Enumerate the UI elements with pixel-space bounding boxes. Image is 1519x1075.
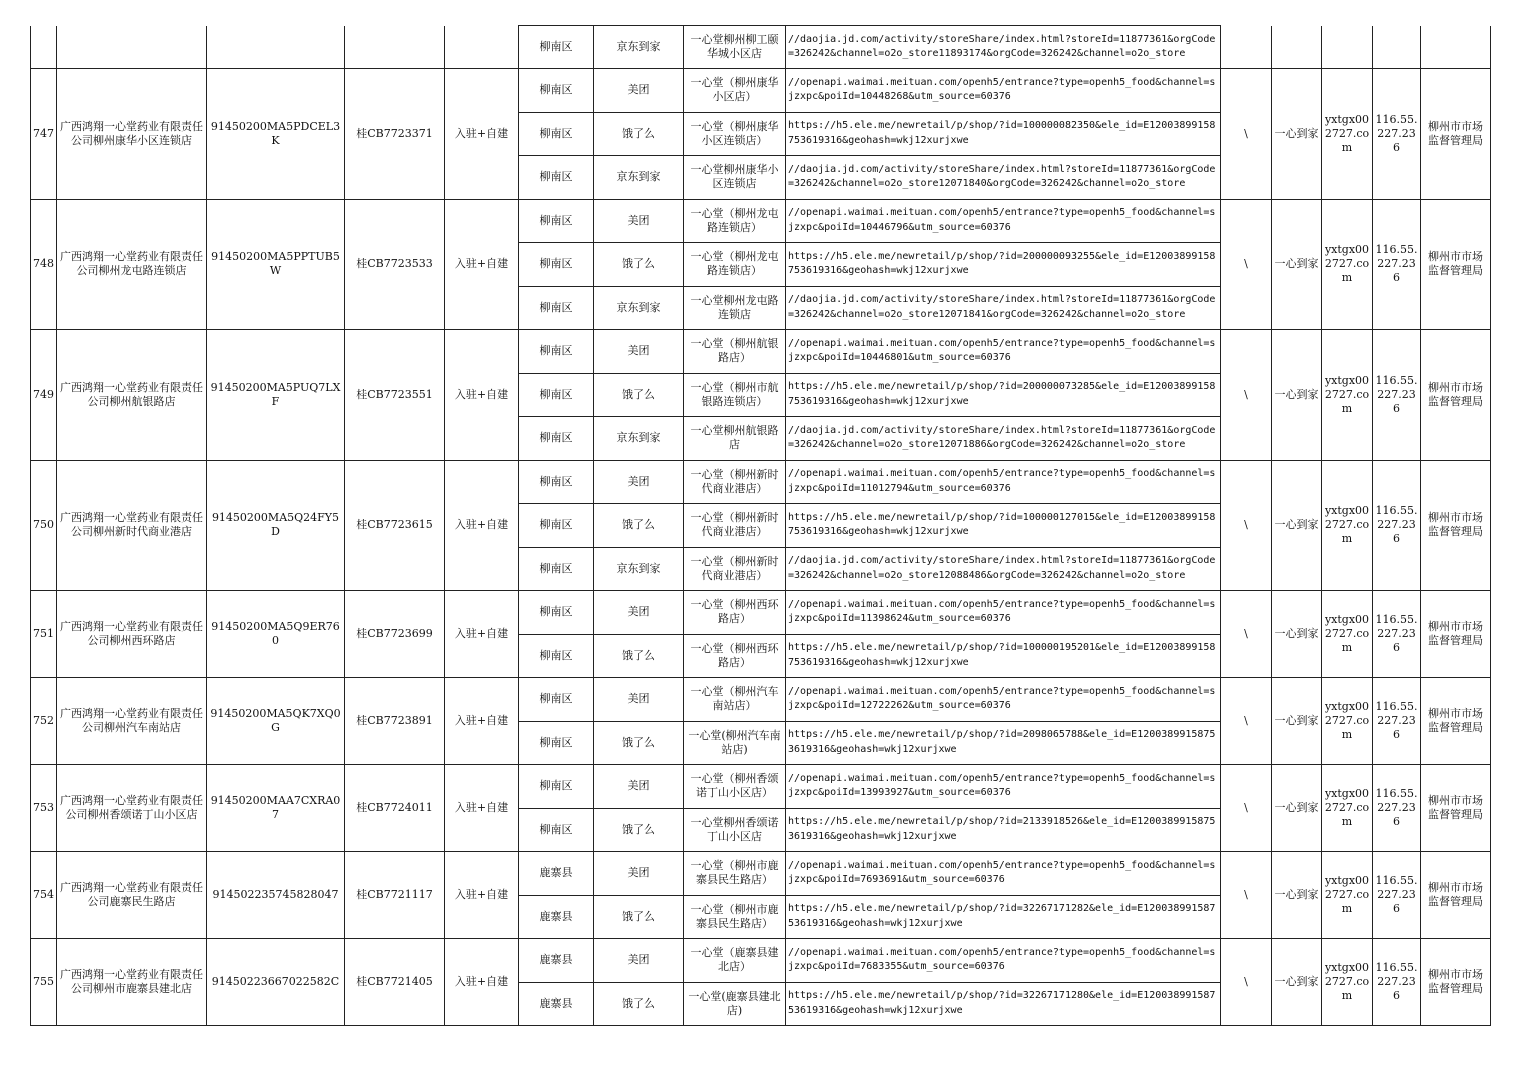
domain-cell: yxtgx002727.com [1322, 199, 1373, 330]
store-name-cell: 一心堂（柳州康华小区店） [684, 69, 786, 113]
app-name: 一心到家 [1272, 939, 1322, 1026]
blank-mark: \ [1221, 939, 1272, 1026]
blank-mark: \ [1221, 591, 1272, 678]
store-url-cell[interactable]: //openapi.waimai.meituan.com/openh5/entrance?type=openh5_food&channel=sjzxpc&poiId=10448268&utm_source=60376 [786, 69, 1221, 113]
app-name: 一心到家 [1272, 765, 1322, 852]
ip-cell: 116.55.227.236 [1373, 199, 1421, 330]
operation-mode: 入驻+自建 [445, 765, 519, 852]
ip-cell: 116.55.227.236 [1373, 330, 1421, 461]
company-name: 广西鸿翔一心堂药业有限责任公司柳州市鹿寨县建北店 [57, 939, 207, 1026]
operation-mode: 入驻+自建 [445, 199, 519, 330]
district-cell: 柳南区 [519, 678, 594, 722]
license-number: 桂CB7723699 [345, 591, 445, 678]
authority-cell: 柳州市市场监督管理局 [1421, 678, 1491, 765]
domain-cell: yxtgx002727.com [1322, 939, 1373, 1026]
blank-mark: \ [1221, 678, 1272, 765]
district-cell: 柳南区 [519, 591, 594, 635]
platform-cell: 美团 [594, 69, 684, 113]
store-name-cell: 一心堂（柳州龙屯路连锁店） [684, 199, 786, 243]
authority-cell: 柳州市市场监督管理局 [1421, 199, 1491, 330]
ip-cell: 116.55.227.236 [1373, 765, 1421, 852]
district-cell: 鹿寨县 [519, 982, 594, 1026]
store-url-cell[interactable]: //openapi.waimai.meituan.com/openh5/entrance?type=openh5_food&channel=sjzxpc&poiId=11012794&utm_source=60376 [786, 460, 1221, 504]
store-url-cell[interactable]: https://h5.ele.me/newretail/p/shop/?id=32267171280&ele_id=E12003899158753619316&geohash=wkj12xurjxwe [786, 982, 1221, 1026]
platform-cell: 饿了么 [594, 634, 684, 678]
store-url-cell[interactable]: https://h5.ele.me/newretail/p/shop/?id=2133918526&ele_id=E12003899158753619316&geohash=wkj12xurjxwe [786, 808, 1221, 852]
license-number: 桂CB7723371 [345, 69, 445, 200]
ip-cell: 116.55.227.236 [1373, 939, 1421, 1026]
store-name-cell: 一心堂柳州康华小区连锁店 [684, 156, 786, 200]
platform-cell: 美团 [594, 330, 684, 374]
table-row [31, 678, 1491, 722]
district-cell: 柳南区 [519, 547, 594, 591]
district-cell: 柳南区 [519, 634, 594, 678]
platform-cell: 饿了么 [594, 895, 684, 939]
record-number: 751 [31, 591, 57, 678]
district-cell: 柳南区 [519, 286, 594, 330]
credit-code: 91450200MA5Q24FY5D [207, 460, 345, 591]
store-name-cell: 一心堂（鹿寨县建北店） [684, 939, 786, 983]
app-name: 一心到家 [1272, 591, 1322, 678]
record-number: 747 [31, 69, 57, 200]
company-name: 广西鸿翔一心堂药业有限责任公司柳州航银路店 [57, 330, 207, 461]
district-cell: 柳南区 [519, 417, 594, 461]
platform-cell: 饿了么 [594, 808, 684, 852]
platform-cell: 京东到家 [594, 547, 684, 591]
store-name-cell: 一心堂(柳州汽车南站店) [684, 721, 786, 765]
store-url-cell[interactable]: https://h5.ele.me/newretail/p/shop/?id=100000195201&ele_id=E12003899158753619316&geohash=wkj12xurjxwe [786, 634, 1221, 678]
credit-code: 91450200MA5QK7XQ0G [207, 678, 345, 765]
store-url-cell[interactable]: //daojia.jd.com/activity/storeShare/index.html?storeId=11877361&orgCode=326242&channel=o2o_store12088486&orgCode=326242&channel=o2o_store [786, 547, 1221, 591]
record-number: 749 [31, 330, 57, 461]
blank-mark: \ [1221, 460, 1272, 591]
store-url-cell[interactable]: https://h5.ele.me/newretail/p/shop/?id=32267171282&ele_id=E12003899158753619316&geohash=wkj12xurjxwe [786, 895, 1221, 939]
license-number: 桂CB7721117 [345, 852, 445, 939]
operation-mode: 入驻+自建 [445, 678, 519, 765]
store-name-cell: 一心堂（柳州香颂诺丁山小区店） [684, 765, 786, 809]
ip-cell: 116.55.227.236 [1373, 460, 1421, 591]
blank-mark: \ [1221, 199, 1272, 330]
platform-cell: 美团 [594, 460, 684, 504]
credit-code: 91450200MA5Q9ER760 [207, 591, 345, 678]
authority-cell: 柳州市市场监督管理局 [1421, 330, 1491, 461]
platform-cell: 美团 [594, 939, 684, 983]
store-url-cell[interactable]: //openapi.waimai.meituan.com/openh5/entrance?type=openh5_food&channel=sjzxpc&poiId=11398624&utm_source=60376 [786, 591, 1221, 635]
district-cell: 柳南区 [519, 69, 594, 113]
record-number: 754 [31, 852, 57, 939]
app-name: 一心到家 [1272, 330, 1322, 461]
store-name-cell: 一心堂（柳州市鹿寨县民生路店） [684, 895, 786, 939]
company-name: 广西鸿翔一心堂药业有限责任公司鹿寨民生路店 [57, 852, 207, 939]
registry-sheet [30, 25, 1491, 1026]
store-name-cell: 一心堂柳州柳工颐华城小区店 [684, 26, 786, 69]
app-name: 一心到家 [1272, 199, 1322, 330]
company-name: 广西鸿翔一心堂药业有限责任公司柳州龙屯路连锁店 [57, 199, 207, 330]
authority-cell: 柳州市市场监督管理局 [1421, 591, 1491, 678]
store-name-cell: 一心堂柳州香颂诺丁山小区店 [684, 808, 786, 852]
platform-cell: 饿了么 [594, 373, 684, 417]
ip-cell: 116.55.227.236 [1373, 591, 1421, 678]
district-cell: 柳南区 [519, 156, 594, 200]
company-name: 广西鸿翔一心堂药业有限责任公司柳州新时代商业港店 [57, 460, 207, 591]
district-cell: 柳南区 [519, 504, 594, 548]
domain-cell: yxtgx002727.com [1322, 852, 1373, 939]
table-row [31, 852, 1491, 896]
store-url-cell[interactable]: //openapi.waimai.meituan.com/openh5/entrance?type=openh5_food&channel=sjzxpc&poiId=7683355&utm_source=60376 [786, 939, 1221, 983]
license-number: 桂CB7723533 [345, 199, 445, 330]
store-name-cell: 一心堂柳州龙屯路连锁店 [684, 286, 786, 330]
blank-mark: \ [1221, 852, 1272, 939]
record-number: 748 [31, 199, 57, 330]
registry-table [30, 25, 1491, 1026]
district-cell: 柳南区 [519, 373, 594, 417]
operation-mode: 入驻+自建 [445, 852, 519, 939]
authority-cell: 柳州市市场监督管理局 [1421, 939, 1491, 1026]
platform-cell: 饿了么 [594, 112, 684, 156]
store-url-cell[interactable]: https://h5.ele.me/newretail/p/shop/?id=2098065788&ele_id=E12003899158753619316&geohash=wkj12xurjxwe [786, 721, 1221, 765]
store-name-cell: 一心堂（柳州航银路店） [684, 330, 786, 374]
store-name-cell: 一心堂（柳州龙屯路连锁店） [684, 243, 786, 287]
platform-cell: 饿了么 [594, 982, 684, 1026]
authority-cell: 柳州市市场监督管理局 [1421, 69, 1491, 200]
domain-cell: yxtgx002727.com [1322, 678, 1373, 765]
platform-cell: 美团 [594, 852, 684, 896]
store-name-cell: 一心堂（柳州新时代商业港店） [684, 460, 786, 504]
operation-mode: 入驻+自建 [445, 591, 519, 678]
district-cell: 柳南区 [519, 765, 594, 809]
store-name-cell: 一心堂柳州航银路店 [684, 417, 786, 461]
district-cell: 柳南区 [519, 460, 594, 504]
store-url-cell[interactable]: //daojia.jd.com/activity/storeShare/index.html?storeId=11877361&orgCode=326242&channel=o2o_store12071840&orgCode=326242&channel=o2o_store [786, 156, 1221, 200]
platform-cell: 京东到家 [594, 286, 684, 330]
operation-mode: 入驻+自建 [445, 330, 519, 461]
domain-cell: yxtgx002727.com [1322, 69, 1373, 200]
partial-top-row [31, 26, 1491, 69]
store-url-cell[interactable]: https://h5.ele.me/newretail/p/shop/?id=200000073285&ele_id=E12003899158753619316&geohash=wkj12xurjxwe [786, 373, 1221, 417]
platform-cell: 美团 [594, 199, 684, 243]
record-number: 753 [31, 765, 57, 852]
table-row [31, 591, 1491, 635]
store-name-cell: 一心堂（柳州西环路店） [684, 591, 786, 635]
ip-cell: 116.55.227.236 [1373, 69, 1421, 200]
platform-cell: 美团 [594, 765, 684, 809]
license-number: 桂CB7721405 [345, 939, 445, 1026]
blank-mark: \ [1221, 765, 1272, 852]
record-number: 752 [31, 678, 57, 765]
store-name-cell: 一心堂（柳州康华小区连锁店） [684, 112, 786, 156]
platform-cell: 京东到家 [594, 417, 684, 461]
store-url-cell[interactable]: https://h5.ele.me/newretail/p/shop/?id=100000082350&ele_id=E12003899158753619316&geohash=wkj12xurjxwe [786, 112, 1221, 156]
table-row [31, 939, 1491, 983]
table-row [31, 69, 1491, 113]
ip-cell: 116.55.227.236 [1373, 678, 1421, 765]
record-number: 755 [31, 939, 57, 1026]
company-name: 广西鸿翔一心堂药业有限责任公司柳州香颂诺丁山小区店 [57, 765, 207, 852]
credit-code: 91450200MA5PUQ7LXF [207, 330, 345, 461]
blank-mark: \ [1221, 69, 1272, 200]
record-number: 750 [31, 460, 57, 591]
app-name: 一心到家 [1272, 678, 1322, 765]
store-name-cell: 一心堂（柳州西环路店） [684, 634, 786, 678]
app-name: 一心到家 [1272, 852, 1322, 939]
table-row [31, 199, 1491, 243]
district-cell: 柳南区 [519, 243, 594, 287]
district-cell: 柳南区 [519, 330, 594, 374]
ip-cell: 116.55.227.236 [1373, 852, 1421, 939]
store-url-cell[interactable]: //openapi.waimai.meituan.com/openh5/entrance?type=openh5_food&channel=sjzxpc&poiId=10446801&utm_source=60376 [786, 330, 1221, 374]
store-name-cell: 一心堂（柳州新时代商业港店） [684, 547, 786, 591]
district-cell: 鹿寨县 [519, 895, 594, 939]
store-url-cell[interactable]: https://h5.ele.me/newretail/p/shop/?id=200000093255&ele_id=E12003899158753619316&geohash=wkj12xurjxwe [786, 243, 1221, 287]
platform-cell: 京东到家 [594, 26, 684, 69]
store-url-cell[interactable]: //daojia.jd.com/activity/storeShare/index.html?storeId=11877361&orgCode=326242&channel=o2o_store11893174&orgCode=326242&channel=o2o_store [786, 26, 1221, 69]
store-url-cell[interactable]: https://h5.ele.me/newretail/p/shop/?id=100000127015&ele_id=E12003899158753619316&geohash=wkj12xurjxwe [786, 504, 1221, 548]
platform-cell: 美团 [594, 678, 684, 722]
company-name: 广西鸿翔一心堂药业有限责任公司柳州西环路店 [57, 591, 207, 678]
credit-code: 91450200MA5PDCEL3K [207, 69, 345, 200]
domain-cell: yxtgx002727.com [1322, 460, 1373, 591]
store-url-cell[interactable]: //openapi.waimai.meituan.com/openh5/entrance?type=openh5_food&channel=sjzxpc&poiId=10446796&utm_source=60376 [786, 199, 1221, 243]
license-number: 桂CB7723891 [345, 678, 445, 765]
platform-cell: 饿了么 [594, 243, 684, 287]
table-row [31, 460, 1491, 504]
store-url-cell[interactable]: //daojia.jd.com/activity/storeShare/index.html?storeId=11877361&orgCode=326242&channel=o2o_store12071841&orgCode=326242&channel=o2o_store [786, 286, 1221, 330]
store-url-cell[interactable]: //openapi.waimai.meituan.com/openh5/entrance?type=openh5_food&channel=sjzxpc&poiId=7693691&utm_source=60376 [786, 852, 1221, 896]
blank-mark: \ [1221, 330, 1272, 461]
store-name-cell: 一心堂(鹿寨县建北店) [684, 982, 786, 1026]
authority-cell: 柳州市市场监督管理局 [1421, 460, 1491, 591]
district-cell: 鹿寨县 [519, 939, 594, 983]
domain-cell: yxtgx002727.com [1322, 591, 1373, 678]
platform-cell: 饿了么 [594, 721, 684, 765]
district-cell: 柳南区 [519, 112, 594, 156]
store-url-cell[interactable]: //openapi.waimai.meituan.com/openh5/entrance?type=openh5_food&channel=sjzxpc&poiId=13993927&utm_source=60376 [786, 765, 1221, 809]
credit-code: 91450200MAA7CXRA07 [207, 765, 345, 852]
store-url-cell[interactable]: //openapi.waimai.meituan.com/openh5/entrance?type=openh5_food&channel=sjzxpc&poiId=12722262&utm_source=60376 [786, 678, 1221, 722]
credit-code: 914502235745828047 [207, 852, 345, 939]
table-row [31, 765, 1491, 809]
table-row [31, 330, 1491, 374]
platform-cell: 饿了么 [594, 504, 684, 548]
domain-cell: yxtgx002727.com [1322, 330, 1373, 461]
operation-mode: 入驻+自建 [445, 460, 519, 591]
district-cell: 柳南区 [519, 721, 594, 765]
district-cell: 柳南区 [519, 26, 594, 69]
district-cell: 鹿寨县 [519, 852, 594, 896]
district-cell: 柳南区 [519, 808, 594, 852]
operation-mode: 入驻+自建 [445, 69, 519, 200]
license-number: 桂CB7723615 [345, 460, 445, 591]
credit-code: 91450223667022582C [207, 939, 345, 1026]
district-cell: 柳南区 [519, 199, 594, 243]
company-name: 广西鸿翔一心堂药业有限责任公司柳州汽车南站店 [57, 678, 207, 765]
store-url-cell[interactable]: //daojia.jd.com/activity/storeShare/index.html?storeId=11877361&orgCode=326242&channel=o2o_store12071886&orgCode=326242&channel=o2o_store [786, 417, 1221, 461]
platform-cell: 京东到家 [594, 156, 684, 200]
license-number: 桂CB7724011 [345, 765, 445, 852]
credit-code: 91450200MA5PPTUB5W [207, 199, 345, 330]
store-name-cell: 一心堂（柳州汽车南站店） [684, 678, 786, 722]
operation-mode: 入驻+自建 [445, 939, 519, 1026]
authority-cell: 柳州市市场监督管理局 [1421, 765, 1491, 852]
store-name-cell: 一心堂（柳州新时代商业港店） [684, 504, 786, 548]
app-name: 一心到家 [1272, 69, 1322, 200]
store-name-cell: 一心堂（柳州市航银路连锁店） [684, 373, 786, 417]
app-name: 一心到家 [1272, 460, 1322, 591]
company-name: 广西鸿翔一心堂药业有限责任公司柳州康华小区连锁店 [57, 69, 207, 200]
platform-cell: 美团 [594, 591, 684, 635]
store-name-cell: 一心堂（柳州市鹿寨县民生路店） [684, 852, 786, 896]
domain-cell: yxtgx002727.com [1322, 765, 1373, 852]
authority-cell: 柳州市市场监督管理局 [1421, 852, 1491, 939]
license-number: 桂CB7723551 [345, 330, 445, 461]
